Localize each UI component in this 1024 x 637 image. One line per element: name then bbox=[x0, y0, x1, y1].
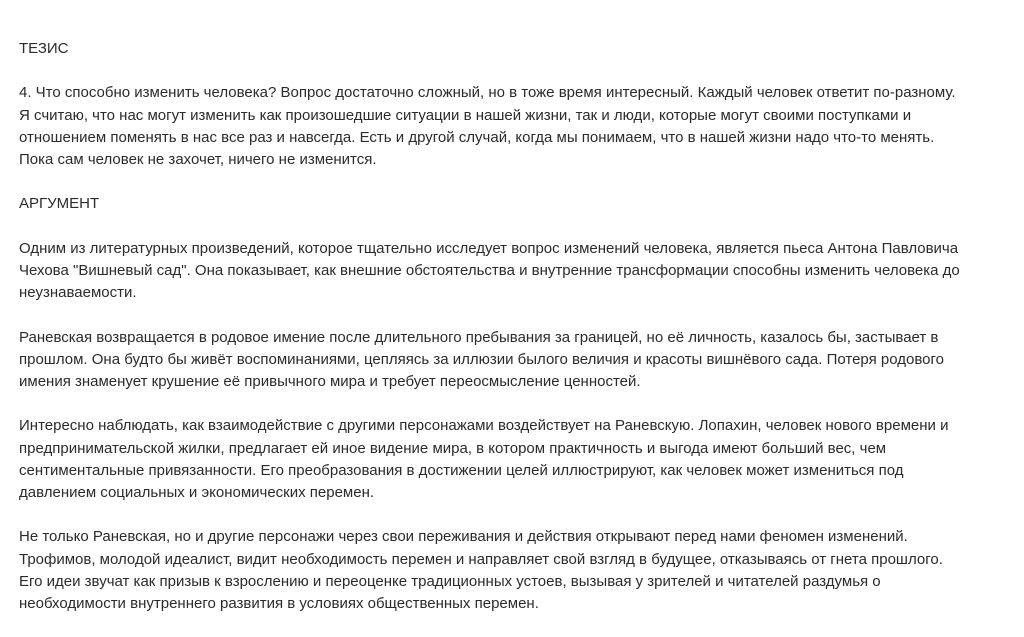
argument-paragraph-3 bbox=[19, 415, 1009, 504]
text-line: Я считаю, что нас могут изменить как произошедшие ситуации в нашей жизни, так и люди, которые могут своими поступками и bbox=[19, 106, 912, 124]
text-line: Чехова "Вишневый сад". Она показывает, как внешние обстоятельства и внутренние трансформации способны изменить человека до bbox=[19, 261, 960, 279]
argument-paragraph-4 bbox=[19, 526, 1009, 615]
text-line: Трофимов, молодой идеалист, видит необходимость перемен и направляет свой взгляд в будущее, отказываясь от гнета прошлого. bbox=[19, 550, 943, 568]
text-line: давлением социальных и экономических перемен. bbox=[19, 483, 375, 501]
text-line: прошлом. Она будто бы живёт воспоминаниями, цепляясь за иллюзии былого величия и красоты вишнёвого сада. Потеря родового bbox=[19, 350, 944, 368]
text-line: Одним из литературных произведений, которое тщательно исследует вопрос изменений человека, является пьеса Антона Павловича bbox=[19, 239, 959, 257]
text-line: сентиментальные привязанности. Его преобразования в достижении целей иллюстрируют, как человек может измениться под bbox=[19, 461, 904, 479]
argument-paragraph-1 bbox=[19, 238, 1009, 305]
thesis-paragraph bbox=[19, 82, 1009, 171]
text-line: 4. Что способно изменить человека? Вопрос достаточно сложный, но в тоже время интересный. Каждый человек ответит по-разному. bbox=[19, 84, 956, 102]
argument-paragraph-2 bbox=[19, 327, 1009, 394]
argument-heading: АРГУМЕНТ bbox=[19, 195, 100, 213]
text-line: имения знаменует крушение её привычного мира и требует переосмысление ценностей. bbox=[19, 372, 641, 390]
document-body bbox=[19, 38, 1009, 637]
text-line: Его идеи звучат как призыв к взрослению и переоценке традиционных устоев, вызывая у зрителей и читателей раздумья о bbox=[19, 572, 881, 590]
thesis-heading: ТЕЗИС bbox=[19, 40, 69, 57]
text-line: отношением поменять в нас все раз и навсегда. Есть и другой случай, когда мы понимаем, что в нашей жизни надо что-то менять. bbox=[19, 128, 935, 146]
text-line: предпринимательской жилки, предлагает ей иное видение мира, в котором практичность и выгода имеют больший вес, чем bbox=[19, 439, 887, 457]
text-line: Пока сам человек не захочет, ничего не изменится. bbox=[19, 151, 377, 168]
text-line: Интересно наблюдать, как взаимодействие с другими персонажами воздействует на Раневскую. Лопахин, человек нового времени и bbox=[19, 417, 949, 435]
text-line: необходимости внутреннего развития в условиях общественных перемен. bbox=[19, 594, 539, 612]
text-line: неузнаваемости. bbox=[19, 284, 137, 302]
text-line: Раневская возвращается в родовое имение после длительного пребывания за границей, но её личность, казалось бы, застывает в bbox=[19, 328, 939, 346]
text-line: Не только Раневская, но и другие персонажи через свои переживания и действия открывают перед нами феномен изменений. bbox=[19, 528, 908, 546]
